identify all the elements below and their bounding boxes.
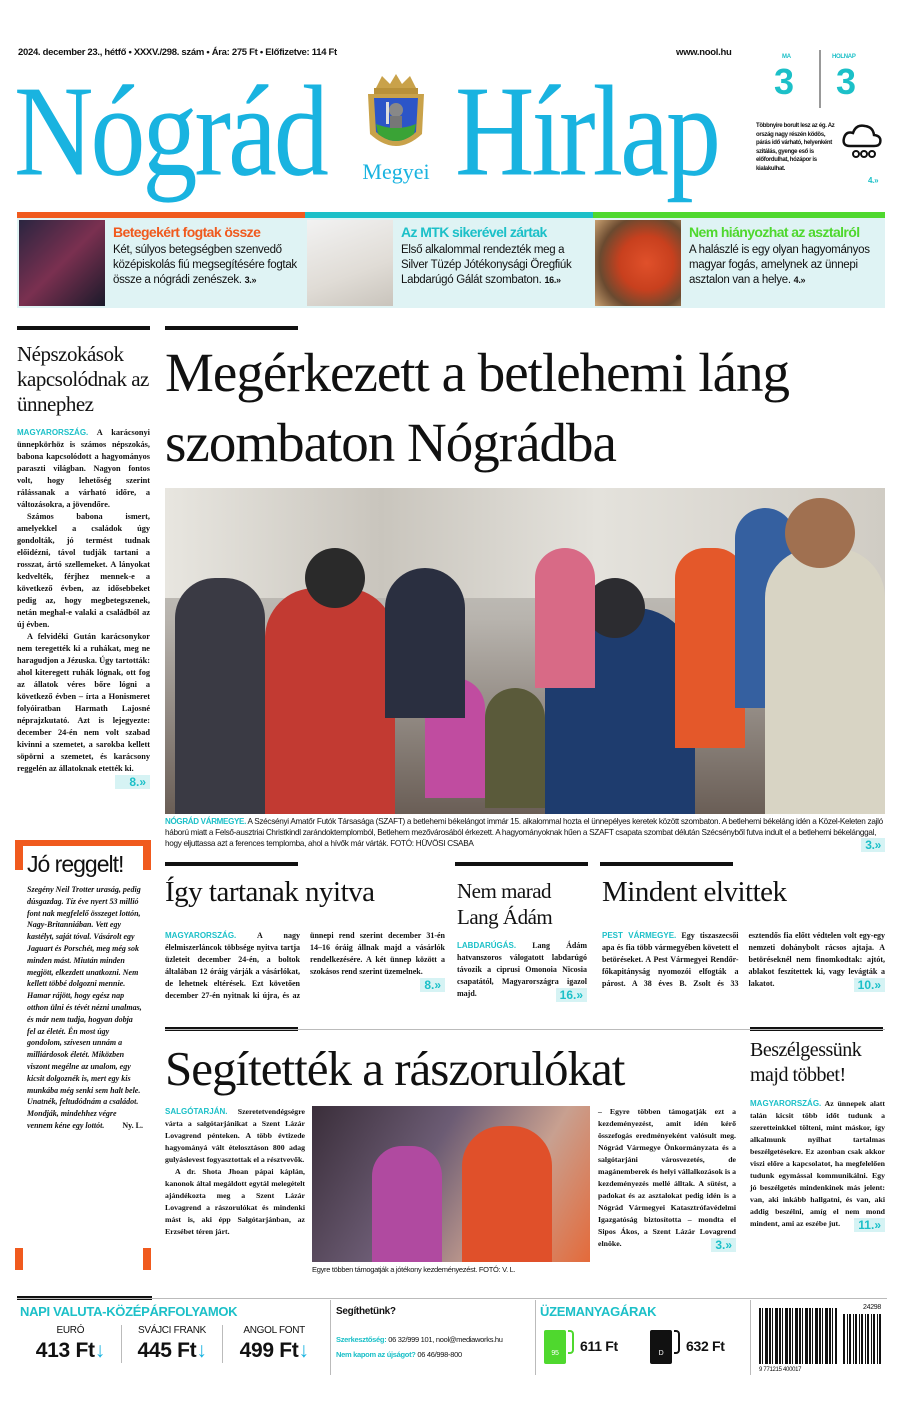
jo-reggelt-title: Jó reggelt!	[27, 851, 124, 877]
weather-box	[756, 50, 888, 190]
teaser-text: A halászlé is egy olyan hagyományos magyar fogás, amelynek az ünnepi asztalon van a helye. 4.»	[689, 244, 870, 286]
jo-reggelt-box	[15, 840, 151, 1270]
weather-text: Többnyire borult lesz az ég. Az ország nagy részén ködös, párás idő várható, helyenként szitálás, gyenge eső is előfordulhat, hózápor is kialakulhat.	[756, 123, 835, 172]
teaser-card[interactable]	[593, 212, 885, 308]
article-title: Beszélgessünk majd többet!	[750, 1039, 862, 1086]
help-photo	[312, 1106, 590, 1262]
page-ref[interactable]: 3.»	[861, 838, 885, 852]
section-rule	[165, 326, 298, 330]
article-talk	[750, 1038, 885, 1232]
county-crest	[356, 74, 436, 184]
help-title: Segíthetünk?	[336, 1306, 396, 1317]
left-article	[17, 342, 150, 789]
dateline: 2024. december 23., hétfő • XXXV./298. szám • Ára: 275 Ft • Előfizetve: 114 Ft	[18, 47, 337, 58]
teaser-text: Első alkalommal rendezték meg a Silver Tüzép Jótékonysági Öregfiúk Labdarúgó Gálát szombaton. 16.»	[401, 244, 572, 286]
article-body: Szeretetvendégségre várta a salgótarjánikat a Szent Lázár Lovagrend pénteken. A több évtizede hagyományá vált ételosztáson 800 adag gulyáslevest fogyasztottak el a résztvevők.	[165, 1107, 305, 1164]
signature: Ny. L.	[122, 1120, 143, 1130]
arrow-down-icon: ↓	[94, 1339, 105, 1362]
diesel-price: 632 Ft	[686, 1338, 725, 1354]
teaser-color-bar	[593, 212, 885, 218]
section-rule	[455, 862, 588, 866]
help-article-title: Segítették a rászorulókat	[165, 1041, 625, 1096]
arrow-down-icon: ↓	[196, 1339, 207, 1362]
help-contact[interactable]: 06 32/999 101, nool@mediaworks.hu	[388, 1335, 503, 1344]
article-lang	[457, 878, 587, 1002]
section-rule	[17, 326, 150, 330]
teaser-ref[interactable]: 16.»	[544, 275, 561, 285]
website-link[interactable]: www.nool.hu	[676, 47, 732, 58]
photo-credit: FOTÓ: HÜVÖSI CSABA	[390, 839, 474, 848]
teaser-card[interactable]	[17, 212, 305, 308]
crest-icon	[356, 74, 436, 158]
weather-today-label: MA	[782, 54, 791, 60]
currency-item: SVÁJCI FRANK 445 Ft↓	[122, 1325, 224, 1363]
page-ref[interactable]: 8.»	[115, 775, 150, 789]
article-body: A nagy élelmiszerláncok többsége nyitva tartja üzleteit december 24-én, a boltok általában 12 óráig várják a vásárlókat, de lehetnek eltérések. Ezt követően december 27-én nyitnak ki újra, és az ünnepi rend szerint december 31-én 14–16 óráig állnak majd a vásárlók rendelkezésére. A két ünnep között a szokásos rend szerint üzemelnek.	[165, 931, 445, 1000]
kicker: NÓGRÁD VÁRMEGYE.	[165, 817, 246, 826]
divider	[165, 1029, 885, 1030]
fuel-title: ÜZEMANYAGÁRAK	[540, 1304, 657, 1319]
barcode	[757, 1304, 885, 1376]
main-photo	[165, 488, 885, 814]
section-rule	[600, 862, 733, 866]
teaser-title: Az MTK sikerével zártak	[401, 224, 547, 240]
masthead-title-right: Hírlap	[455, 58, 719, 203]
weather-tomorrow-label: HOLNAP	[832, 54, 856, 60]
fuel-box	[540, 1304, 745, 1357]
page-ref[interactable]: 16.»	[556, 988, 587, 1002]
article-body: Az ünnepek alatt talán kicsit több időt tudunk a szeretteinkkel tölteni, mint máskor, így alkalmunk nyílhat tartalmas beszélgetésekre. Ez azonban csak akkor viszi előre a kapcsolatot, ha megfelelően tudunk egymással kommunikálni. Egy jó beszélgetés mindenkinek más jelent: van, aki inkább hallgatni, és van, aki addig beszélni, amíg el nem mond mindent, ami az eszébe jut.	[750, 1099, 885, 1228]
article-theft	[602, 874, 885, 992]
teaser-title: Nem hiányozhat az asztalról	[689, 224, 860, 240]
weather-ref[interactable]: 4.»	[868, 176, 879, 185]
kicker: LABDARÚGÁS.	[457, 941, 517, 950]
teaser-card[interactable]	[305, 212, 593, 308]
section-rule	[165, 862, 298, 866]
article-title: Így tartanak nyitva	[165, 876, 375, 908]
kicker: MAGYARORSZÁG.	[165, 931, 237, 940]
masthead-title-left: Nógrád	[14, 58, 326, 203]
page-ref[interactable]: 11.»	[854, 1218, 885, 1232]
petrol-price: 611 Ft	[580, 1338, 618, 1354]
issue-code: 24298	[863, 1304, 881, 1311]
crest-label: Megyei	[362, 159, 430, 184]
kicker: MAGYARORSZÁG.	[17, 428, 89, 437]
article-body: A dr. Shota Jhoan pápai káplán, kanonok által megáldott egytál melegételt ajándékozta meg a Szent Lázár Lovagrend a rászorulókat és mindenki mást is, aki épp Salgótarjánban, az Erzsébet téren járt.	[165, 1167, 305, 1236]
teaser-title: Betegekért fogtak össze	[113, 224, 261, 240]
weather-divider	[819, 50, 821, 108]
page-ref[interactable]: 10.»	[854, 978, 885, 992]
jo-reggelt-body: Szegény Neil Trotter uraság, pedig dúsgazdag. Tíz éve nyert 53 millió font nak megfelelő összeget lottón, Nagy-Britanniában. Vett egy kastélyt, saját tóval. Vásárolt egy Jaguart és Porschét, meg még sok minden mást. Miután minden megjött, elkezdett unatkozni. Nem kellett többé dolgozni mennie. Hamar rájött, hogy egész nap otthon ülni és tévét nézni unalmas, és már nem tudja, hogyan dobja fel az életét. Én most úgy gondolom, szívesen unnám a milliárdosok életét. Miközben viszont megélne az unalom, egy kicsit dolgoznék is, mert egy kis munkába még senki sem halt bele. Unatnék, feltudódnám a családot. Mondják, mindehhez végre vennem kéne egy lottót. Ny. L.	[27, 885, 143, 1130]
teaser-ref[interactable]: 3.»	[244, 275, 257, 285]
left-article-body: Számos babona ismert, amelyekkel a családok úgy gondolták, jó termést tudnak előidézni, távol tudják tartani a rosszat, ártó szellemeket. A lányokat kedvelték, férjhez mennek-e a következő évben, az idősebbeket pedig az, hogy megbetegszenek, netán meghal-e valaki a családból az új évben.	[17, 512, 150, 629]
kicker: SALGÓTARJÁN.	[165, 1107, 228, 1116]
help-contact[interactable]: 06 46/998-800	[417, 1350, 462, 1359]
teaser-photo	[307, 220, 393, 306]
currency-box	[20, 1304, 325, 1374]
fuel-pump-petrol-icon: 95	[544, 1330, 566, 1364]
kicker: MAGYARORSZÁG.	[750, 1099, 822, 1108]
teaser-photo	[19, 220, 105, 306]
article-body: – Egyre többen támogatják ezt a kezdeményezést, amit idén kérő összefogás eredményeként valósult meg. Nógrád Vármegye Önkormányzata és a salgótarjáni városvezetés, de magánemberek és helyi vállalkozások is a kezdeményezés mellé álltak. A sütést, a padokat és az asztalokat pedig idén is a Nógrád Vármegyei Katasztrófavédelmi Igazgatóság biztosította – mondta el Sipos Ákos, a Szent Lázár Lovagrend elnöke.	[598, 1107, 736, 1248]
teaser-ref[interactable]: 4.»	[793, 275, 806, 285]
currency-item: ANGOL FONT 499 Ft↓	[239, 1325, 309, 1362]
main-headline: Megérkezett a betlehemi láng szombaton Nógrádba	[165, 342, 790, 473]
kicker: PEST VÁRMEGYE.	[602, 931, 677, 940]
teaser-photo	[595, 220, 681, 306]
arrow-down-icon: ↓	[298, 1339, 309, 1362]
page-ref[interactable]: 3.»	[711, 1238, 736, 1252]
left-article-body: A felvidéki Gután karácsonykor nem teregették ki a ruhákat, meg ne haragudjon a Jézuska. Úgy tartották: ahol kiteregett ruhák lógnak, ott fog az állatok véres bőre lógni a következő évben – írta a Honismeret folyóiratban Harmath Lajosné néprajzkutató. Azt is lejegyezte: december 24-én nem volt szabad kivinni a szemetet, a sarokba kellett söpörni a szemetet, és karácsony reggelén az állatoknak etették ki. 8.»	[17, 632, 150, 789]
main-photo-caption: NÓGRÁD VÁRMEGYE. A Szécsényi Amatőr Futók Társasága (SZAFT) a betlehemi békelángot immár 15. alkalommal hozta el ünnepélyes keretek között szombaton. A betlehemi békeláng idén a Közel-Keleten zajló háború miatt a Felső-ausztriai Christkindl zarándoktemplomból, Betlehem mezővárosából érkezett. A hagyományoknak hűen a SZAFT csapata szombat délután Szécsényből futva indult el a betlehemi békelánggal, hogy eljuttassa azt a ferences templomba, ahol a hívők már várták. FOTÓ: HÜVÖSI CSABA 3.»	[165, 816, 885, 852]
article-title: Nem marad Lang Ádám	[457, 879, 553, 929]
currency-item: EURÓ 413 Ft↓	[20, 1325, 122, 1363]
help-article-col1	[165, 1106, 305, 1238]
weather-today-temp: 3	[774, 61, 794, 102]
cloud-rain-icon	[840, 118, 884, 162]
left-article-title: Népszokások kapcsolódnak az ünnephez	[17, 342, 149, 416]
fuel-pump-diesel-icon: D	[650, 1330, 672, 1364]
divider	[17, 1298, 887, 1299]
teaser-color-bar	[17, 212, 305, 218]
teaser-color-bar	[305, 212, 593, 218]
article-body: Egy tiszaszecsői apa és fia több vármegyében követett el betöréseket. A Pest Vármegyei Rendőr-főkapitányság nyomozói elfogták a párost. A 38 éves B. Zsolt és 33 esztendős fia előtt védtelen volt egy-egy nemzeti dohánybolt rácsos ajtaja. A betöréseknél nem finomkodtak: ajtót, ablakot feszítettek ki, vagy levágták a lakatot.	[602, 931, 885, 988]
currency-title: NAPI VALUTA-KÖZÉPÁRFOLYAMOK	[20, 1304, 238, 1319]
page-ref[interactable]: 8.»	[420, 978, 445, 992]
help-box: Segíthetünk? Szerkesztőség: 06 32/999 101, nool@mediaworks.hu Nem kapom az újságot? 06 46/998-800	[336, 1306, 532, 1360]
article-title: Mindent elvittek	[602, 876, 787, 908]
teaser-text: Két, súlyos betegségben szenvedő középiskolás fiú megsegítésére fogtak össze a nógrádi zenészek. 3.»	[113, 244, 297, 286]
help-photo-caption: Egyre többen támogatják a jótékony kezdeményezést. FOTÓ: V. L.	[312, 1265, 516, 1274]
help-article-col2	[598, 1106, 736, 1252]
weather-tomorrow-temp: 3	[836, 61, 856, 102]
article-body: Lang Ádám hatvanszoros válogatott labdarúgó távozik a ciprusi Omonoia Nicosia csapatától, Magyarországra igazol majd.	[457, 941, 587, 998]
barcode-number: 9 771215 400017	[759, 1367, 802, 1373]
left-article-body: MAGYARORSZÁG. A karácsonyi ünnepkörhöz is számos népszokás, babona kapcsolódott a hagyományos paraszti világban. Nagyon fontos volt, hogy lehetőség szerint rálássanak a várható időre, a változásokra, a jövendőre.	[17, 428, 150, 509]
article-open	[165, 874, 445, 1002]
